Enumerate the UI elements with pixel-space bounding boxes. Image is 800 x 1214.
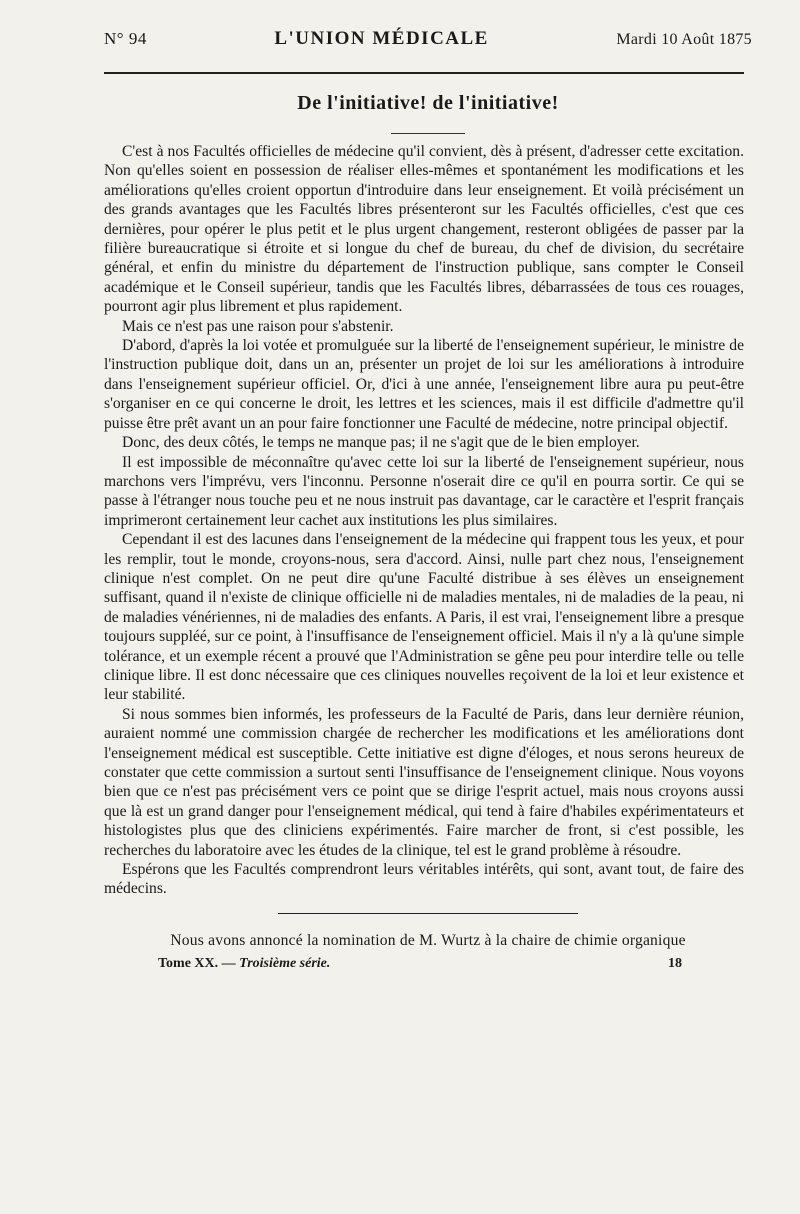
article-end-rule: [278, 913, 578, 914]
paragraph: Espérons que les Facultés comprendront leurs véritables intérêts, qui sont, avant tout, de faire des médecins.: [104, 861, 744, 898]
paragraph: Si nous sommes bien informés, les professeurs de la Faculté de Paris, dans leur dernière réunion, auraient nommé une commission chargée de rechercher les modifications et les améliorations dont l'enseignement médical est susceptible. Cette initiative est digne d'éloges, et nous serons heureux de constater que cette commission a surtout senti l'insuffisance de l'enseignement clinique. Nous voyons bien que ce n'est pas précisément vers ce point que se dirige l'esprit actuel, mais nous croyons aussi que là est un grand danger pour l'enseignement médical, qui tend à faire d'habiles expérimentateurs et histologistes plus que des cliniciens expérimentés. Faire marcher de front, si c'est possible, les recherches du laboratoire avec les études de la clinique, tel est le grand problème à résoudre.: [104, 705, 744, 859]
header-rule: [104, 72, 744, 74]
running-header: [104, 28, 752, 64]
title-rule: [391, 133, 465, 134]
paragraph: Il est impossible de méconnaître qu'avec cette loi sur la liberté de l'enseignement supérieur, nous marchons vers l'imprévu, vers l'inconnu. Personne n'oserait dire ce qu'il en pourra sortir. Ce qui se passe à l'étranger nous touche peu et ne nous instruit pas davantage, car le caractère et l'esprit français imprimeront certainement leur cachet aux institutions les plus similaires.: [104, 453, 744, 529]
article-title: De l'initiative! de l'initiative!: [297, 92, 559, 114]
paragraph: Mais ce n'est pas une raison pour s'abstenir.: [122, 317, 394, 335]
tome-info: [158, 956, 330, 972]
paragraph: Cependant il est des lacunes dans l'enseignement de la médecine qui frappent tous les yeux, et pour les remplir, tout le monde, croyons-nous, sera d'accord. Ainsi, nulle part chez nous, l'enseignement clinique n'est complet. On ne peut dire qu'une Faculté distribue à ses élèves un enseignement suffisant, quand il n'existe de clinique officielle ni de maladies mentales, ni de maladies de la peau, ni de maladies vénériennes, ni de maladies des enfants. A Paris, il est vrai, l'enseignement libre a presque toujours suppléé, sur ce point, à l'insuffisance de l'enseignement officiel. Mais il n'y a là qu'une simple tolérance, et un exemple récent a prouvé que l'Administration se gêne peu pour interdire telle ou telle clinique libre. Il est donc nécessaire que ces cliniques nouvelles reçoivent de la loi et leur existence et leur stabilité.: [104, 531, 744, 704]
tome-volume: Tome XX. —: [158, 955, 236, 971]
paragraph: D'abord, d'après la loi votée et promulguée sur la liberté de l'enseignement supérieur, le ministre de l'instruction publique doit, dans un an, présenter un projet de loi sur les améliorations à introduire dans l'enseignement supérieur officiel. Or, d'ici à une année, l'enseignement libre aura pu peut-être s'organiser en ce qui concerne le droit, les lettres et les sciences, mais il est difficile d'admettre qu'il puisse être prêt avant un an pour faire fonctionner une Faculté de médecine, notre principal objectif.: [104, 337, 744, 432]
journal-name: L'UNION MÉDICALE: [274, 28, 489, 49]
signature-number: 18: [668, 955, 682, 971]
paragraph: C'est à nos Facultés officielles de médecine qu'il convient, dès à présent, d'adresser cette excitation. Non qu'elles soient en possession de réaliser elles-mêmes et spontanément les modifications et les améliorations qu'elles croient opportun d'introduire dans leur enseignement. Et voilà précisément un des grands avantages que les Facultés libres présenteront sur les Facultés officielles, c'est que ces dernières, pour opérer le plus petit et le plus urgent changement, resteront obligées de passer par la filière bureaucratique si étroite et si longue du chef de bureau, du chef de division, du secrétaire général, et enfin du ministre du département de l'instruction publique, sans compter le Conseil académique et le Conseil supérieur, tandis que les Facultés libres, débarrassées de tous ces rouages, pourront agir plus librement et plus rapidement.: [104, 143, 744, 316]
next-article-line: Nous avons annoncé la nomination de M. Wurtz à la chaire de chimie organique: [170, 931, 686, 949]
issue-date: Mardi 10 Août 1875: [616, 31, 752, 48]
page-footer: [104, 956, 752, 972]
article-body: [104, 142, 744, 899]
issue-number: N° 94: [104, 29, 147, 48]
tome-series: Troisième série.: [239, 955, 331, 971]
paragraph: Donc, des deux côtés, le temps ne manque pas; il ne s'agit que de le bien employer.: [122, 434, 640, 452]
